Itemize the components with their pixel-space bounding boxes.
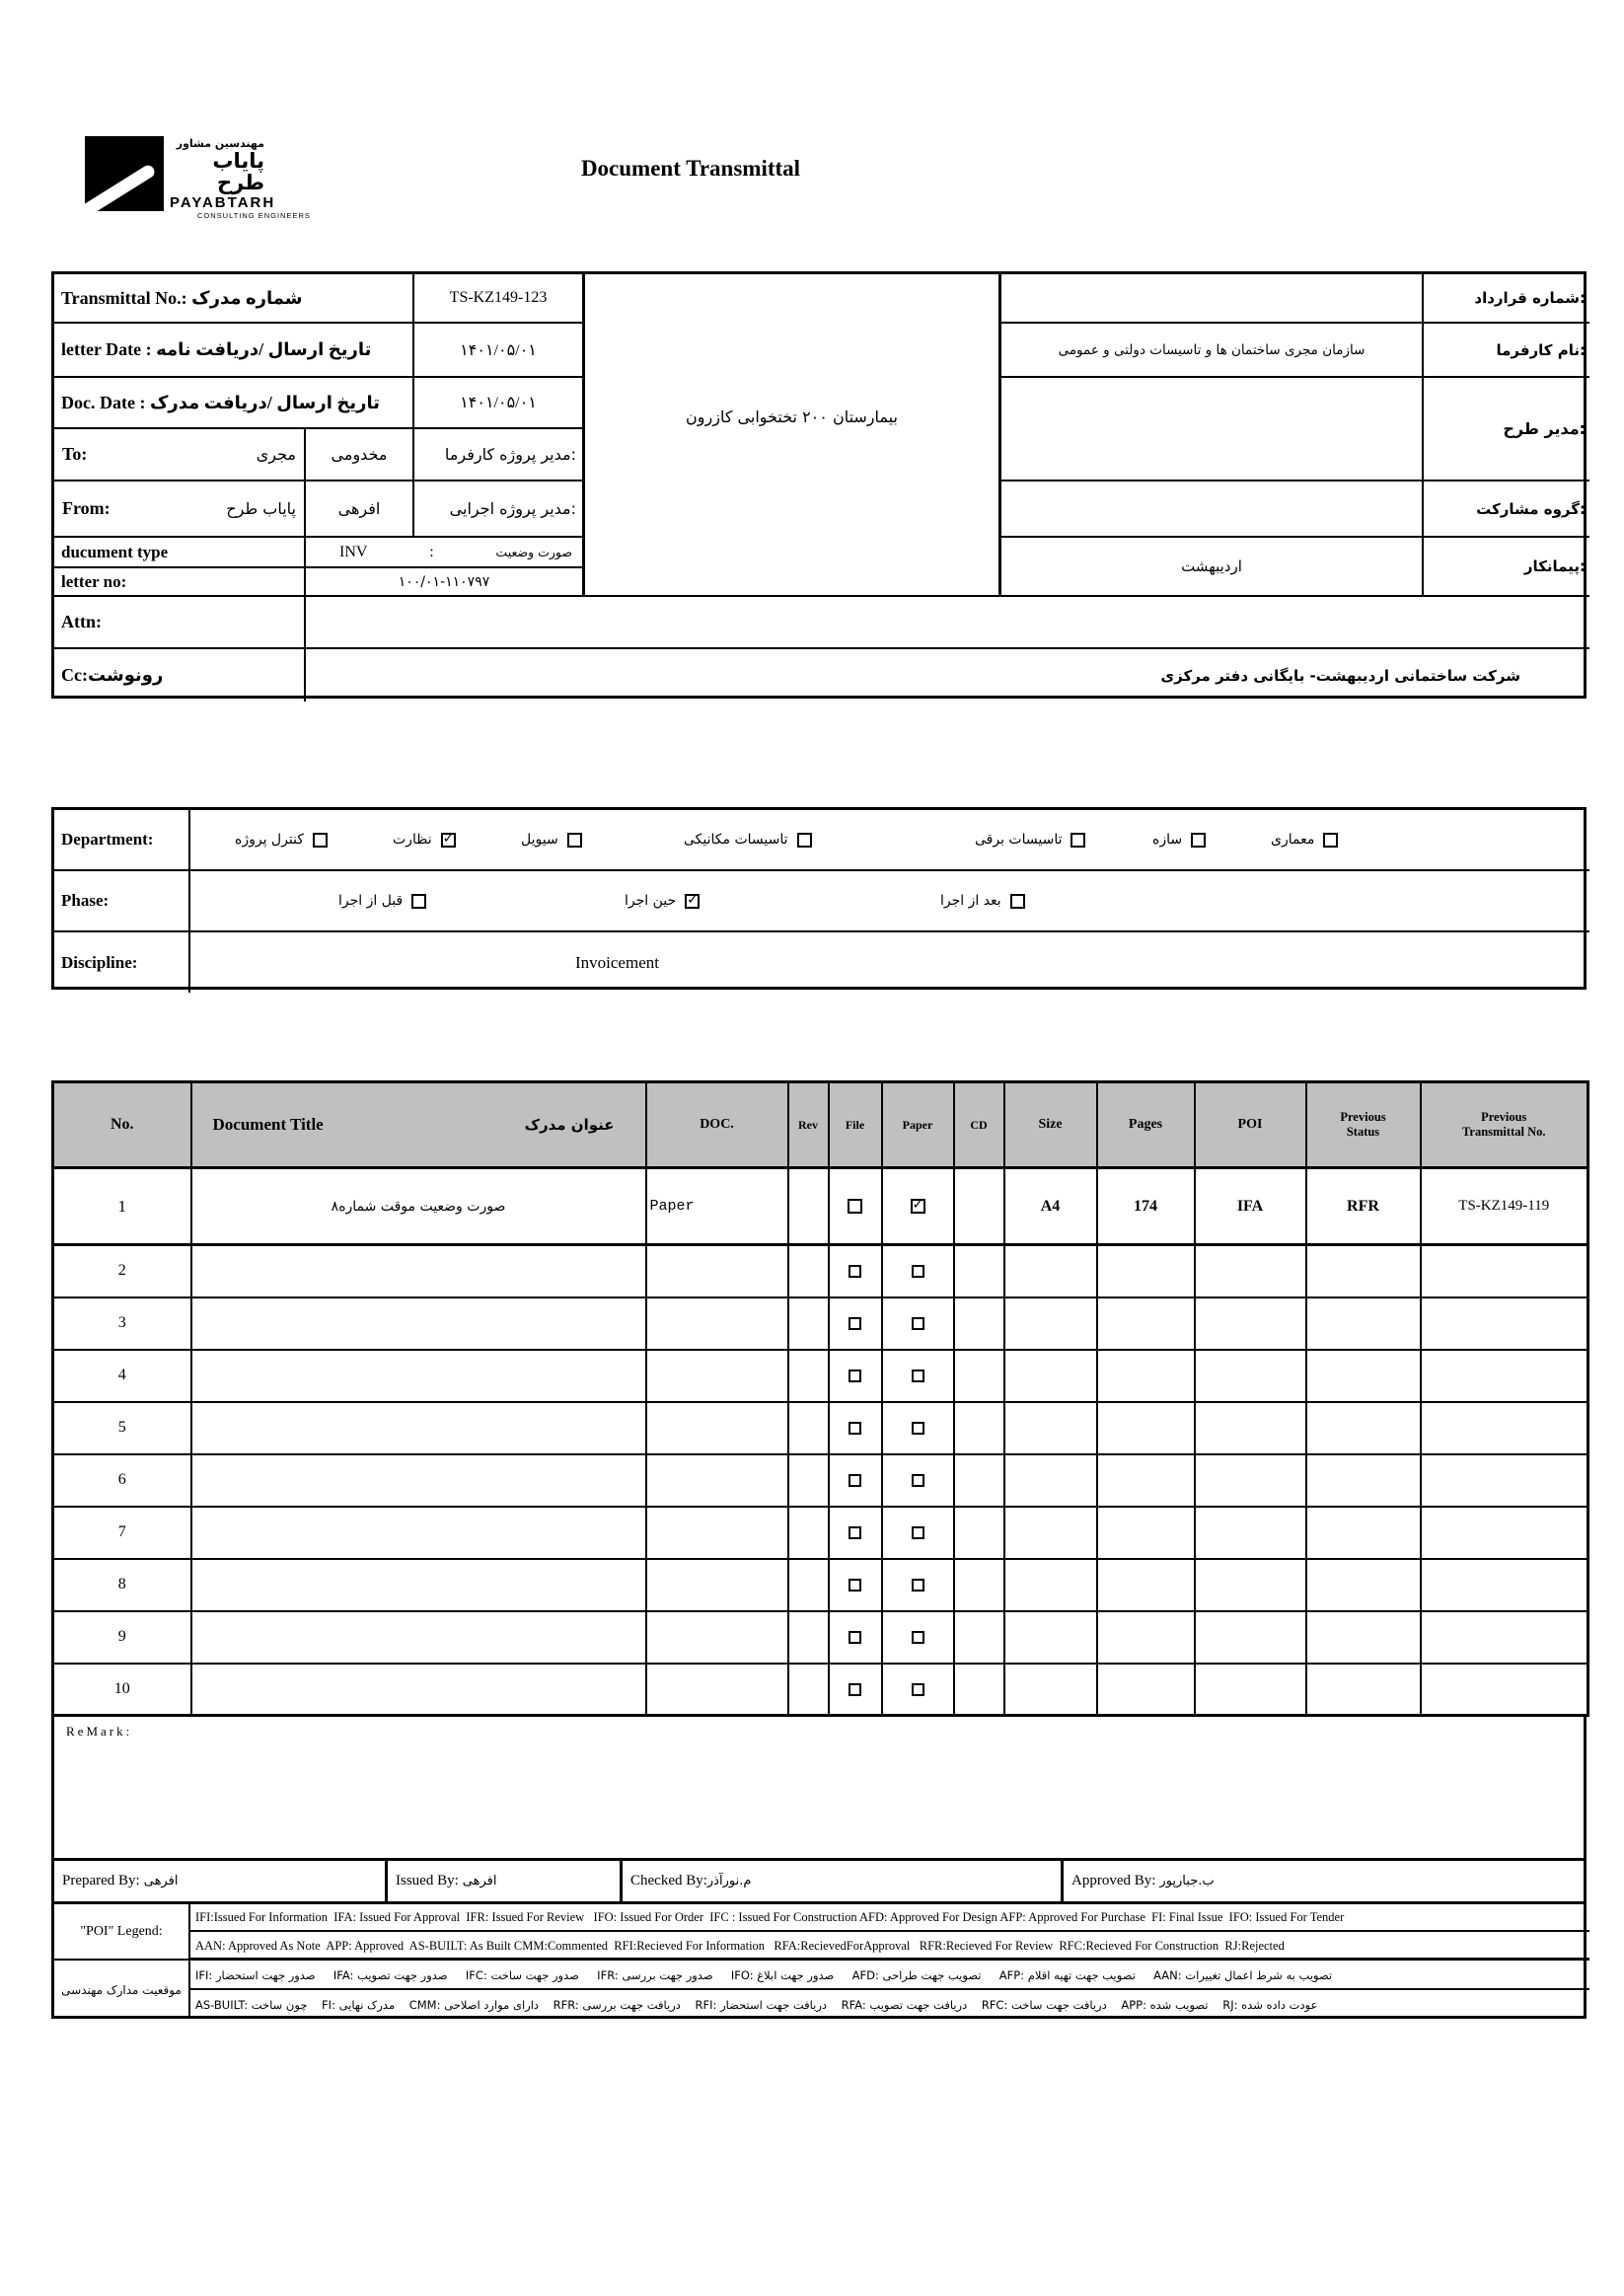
design-manager-value <box>1001 378 1424 481</box>
document-type-value-cell <box>306 538 585 568</box>
doc-status-label: موقعیت مدارک مهندسی <box>54 1961 190 2019</box>
contract-no-label: شماره قرارداد: <box>1424 274 1589 324</box>
row-no: 5 <box>53 1402 191 1454</box>
paper-checkbox[interactable] <box>912 1683 924 1696</box>
poi-legend <box>51 1904 1587 2019</box>
page-title: Document Transmittal <box>580 156 801 181</box>
file-checkbox[interactable] <box>849 1683 861 1696</box>
row-rev <box>788 1664 829 1716</box>
row-poi <box>1195 1402 1306 1454</box>
phase-option-before <box>338 893 426 909</box>
letter-date-label: letter Date : تاریخ ارسال /دریافت نامه <box>61 339 372 359</box>
paper-checkbox[interactable] <box>912 1422 924 1435</box>
row-previous-transmittal <box>1421 1297 1588 1350</box>
row-paper-cell <box>882 1297 954 1350</box>
row-pages: 174 <box>1097 1168 1195 1245</box>
row-paper-cell <box>882 1559 954 1611</box>
table-row <box>53 1559 1588 1611</box>
phase-checkbox-after-execution[interactable] <box>1010 894 1025 909</box>
contractor-label: پیمانکار: <box>1424 538 1589 597</box>
row-cd <box>954 1664 1004 1716</box>
row-size <box>1004 1402 1097 1454</box>
phase-label: Phase: <box>61 891 110 910</box>
option-label: بعد از اجرا <box>940 893 1001 909</box>
from-cell <box>54 481 306 538</box>
col-header-title-fa: عنوان مدرک <box>524 1116 615 1134</box>
col-header-no: No. <box>53 1082 191 1168</box>
transmittal-no-label: Transmittal No.: شماره مدرک <box>61 287 303 308</box>
phase-option-after <box>940 893 1025 909</box>
letter-no-value: ۱۰۰/۰۱-۱۱۰۷۹۷ <box>306 568 585 597</box>
letter-no-label: letter no: <box>61 571 127 591</box>
row-rev <box>788 1168 829 1245</box>
transmittal-no-value: TS-KZ149-123 <box>414 274 585 324</box>
file-checkbox[interactable] <box>849 1265 861 1278</box>
department-option-structure <box>1152 832 1206 848</box>
row-previous-status <box>1306 1297 1421 1350</box>
row-no: 9 <box>53 1611 191 1664</box>
table-row <box>53 1507 1588 1559</box>
row-previous-status <box>1306 1245 1421 1297</box>
paper-checkbox[interactable] <box>912 1579 924 1592</box>
row-poi <box>1195 1507 1306 1559</box>
paper-checkbox[interactable] <box>912 1370 924 1382</box>
paper-checkbox[interactable] <box>912 1631 924 1644</box>
col-header-title-en: Document Title <box>212 1115 324 1134</box>
row-paper-cell <box>882 1454 954 1507</box>
option-label: کنترل پروژه <box>235 832 304 848</box>
cc-value: شرکت ساختمانی اردیبهشت- بایگانی دفتر مرکزی <box>1160 666 1520 685</box>
department-checkbox-structure[interactable] <box>1191 833 1206 848</box>
transmittal-no-label-cell <box>54 274 414 324</box>
row-previous-transmittal <box>1421 1245 1588 1297</box>
row-no: 3 <box>53 1297 191 1350</box>
client-name-label: نام کارفرما: <box>1424 324 1589 378</box>
row-title: صورت وضعیت موقت شماره۸ <box>191 1168 646 1245</box>
row-file-cell <box>829 1507 882 1559</box>
row-cd <box>954 1245 1004 1297</box>
contractor-value: اردیبهشت <box>1001 538 1424 597</box>
option-label: تاسیسات برقی <box>975 832 1063 848</box>
row-no: 10 <box>53 1664 191 1716</box>
row-poi: IFA <box>1195 1168 1306 1245</box>
row-pages <box>1097 1664 1195 1716</box>
phase-options-row <box>190 871 1589 932</box>
row-no: 1 <box>53 1168 191 1245</box>
row-title <box>191 1297 646 1350</box>
doc-date-value: ۱۴۰۱/۰۵/۰۱ <box>414 378 585 429</box>
document-type-value: INV <box>339 543 368 560</box>
file-checkbox[interactable] <box>849 1422 861 1435</box>
col-header-previous-status: Previous Status <box>1306 1082 1421 1168</box>
attn-value <box>306 597 1589 649</box>
row-rev <box>788 1245 829 1297</box>
prepared-by-cell <box>54 1861 388 1901</box>
phase-checkbox-before-execution[interactable] <box>411 894 426 909</box>
legend-en-line2: AAN: Approved As Note APP: Approved AS-BUILT: As Built CMM:Commented RFI:Recieved For Information RFA:RecievedForApproval RFR:Recieved For Review RFC:Recieved For Construction RJ:Rejected <box>190 1934 1589 1961</box>
row-doc <box>646 1559 788 1611</box>
row-no: 6 <box>53 1454 191 1507</box>
design-manager-label: مدیر طرح: <box>1424 378 1589 481</box>
option-label: سازه <box>1152 832 1183 848</box>
brand-en-sub: CONSULTING ENGINEERS <box>197 211 311 221</box>
row-pages <box>1097 1559 1195 1611</box>
row-rev <box>788 1297 829 1350</box>
brand-block <box>170 138 311 220</box>
table-row <box>53 1611 1588 1664</box>
row-no: 4 <box>53 1350 191 1402</box>
row-previous-transmittal <box>1421 1611 1588 1664</box>
row-paper-cell <box>882 1664 954 1716</box>
jv-group-label: گروه مشارکت: <box>1424 481 1589 538</box>
document-type-label-cell <box>54 538 306 568</box>
row-title <box>191 1350 646 1402</box>
discipline-value-row <box>190 932 1589 993</box>
row-pages <box>1097 1454 1195 1507</box>
paper-checkbox[interactable] <box>912 1474 924 1487</box>
department-option-mechanical <box>684 832 812 848</box>
row-title <box>191 1245 646 1297</box>
row-size <box>1004 1454 1097 1507</box>
file-checkbox[interactable] <box>849 1579 861 1592</box>
table-row <box>53 1664 1588 1716</box>
row-cd <box>954 1559 1004 1611</box>
department-checkbox-supervision[interactable] <box>441 833 456 848</box>
row-title <box>191 1611 646 1664</box>
row-cd <box>954 1507 1004 1559</box>
option-label: تاسیسات مکانیکی <box>684 832 788 848</box>
row-pages <box>1097 1350 1195 1402</box>
row-poi <box>1195 1664 1306 1716</box>
row-title <box>191 1664 646 1716</box>
row-size <box>1004 1245 1097 1297</box>
letter-date-value: ۱۴۰۱/۰۵/۰۱ <box>414 324 585 378</box>
department-label-cell <box>54 810 190 871</box>
paper-checkbox[interactable] <box>912 1317 924 1330</box>
department-checkbox-mechanical[interactable] <box>797 833 812 848</box>
checked-by-cell <box>623 1861 1064 1901</box>
to-cell <box>54 429 306 481</box>
issued-by-value: افرهی <box>462 1874 497 1889</box>
letter-no-label-cell <box>54 568 306 597</box>
doc-date-label-cell <box>54 378 414 429</box>
row-rev <box>788 1454 829 1507</box>
client-name-value: سازمان مجری ساختمان ها و تاسیسات دولتی و عمومی <box>1001 324 1424 378</box>
table-row <box>53 1454 1588 1507</box>
row-no: 8 <box>53 1559 191 1611</box>
row-size <box>1004 1664 1097 1716</box>
department-label: Department: <box>61 830 154 849</box>
approved-by-cell <box>1064 1861 1584 1901</box>
file-checkbox[interactable] <box>849 1631 861 1644</box>
attn-label-cell <box>54 597 306 649</box>
from-person: افرهی <box>306 481 414 538</box>
prepared-by-value: افرهی <box>143 1874 179 1889</box>
department-checkbox-project-control[interactable] <box>313 833 328 848</box>
row-file-cell <box>829 1454 882 1507</box>
row-size <box>1004 1350 1097 1402</box>
payabtarh-logo <box>85 136 164 211</box>
row-cd <box>954 1168 1004 1245</box>
department-checkbox-architecture[interactable] <box>1323 833 1338 848</box>
col-header-rev: Rev <box>788 1082 829 1168</box>
file-checkbox[interactable] <box>849 1370 861 1382</box>
contract-no-value <box>1001 274 1424 324</box>
col-header-paper: Paper <box>882 1082 954 1168</box>
document-type-fa: صورت وضعیت <box>495 545 572 559</box>
row-doc: Paper <box>646 1168 788 1245</box>
file-checkbox[interactable] <box>849 1317 861 1330</box>
prepared-by-label: Prepared By: <box>62 1873 140 1889</box>
to-value: مجری <box>256 445 296 464</box>
remark-label: ReMark: <box>66 1724 133 1739</box>
issued-by-cell <box>388 1861 623 1901</box>
row-title <box>191 1559 646 1611</box>
row-pages <box>1097 1507 1195 1559</box>
document-list-table <box>51 1080 1589 1717</box>
row-poi <box>1195 1245 1306 1297</box>
brand-en: PAYABTARH <box>170 193 276 211</box>
row-cd <box>954 1454 1004 1507</box>
department-options-row <box>190 810 1589 871</box>
row-cd <box>954 1402 1004 1454</box>
table-row <box>53 1168 1588 1245</box>
col-header-pages: Pages <box>1097 1082 1195 1168</box>
from-label: From: <box>62 498 111 518</box>
cc-label-cell <box>54 649 306 702</box>
to-label: To: <box>62 444 88 464</box>
attn-label: Attn: <box>61 612 102 631</box>
col-header-title <box>191 1082 646 1168</box>
row-previous-transmittal: TS-KZ149-119 <box>1421 1168 1588 1245</box>
phase-checkbox-during-execution[interactable] <box>685 894 700 909</box>
discipline-label-cell <box>54 932 190 993</box>
from-value: پایاب طرح <box>226 499 296 518</box>
option-label: سیویل <box>521 832 558 848</box>
row-title <box>191 1454 646 1507</box>
row-previous-status <box>1306 1402 1421 1454</box>
project-name-cell: بیمارستان ۲۰۰ تختخوابی کازرون <box>585 274 1001 597</box>
approved-by-label: Approved By: <box>1071 1873 1156 1889</box>
row-pages <box>1097 1611 1195 1664</box>
row-doc <box>646 1245 788 1297</box>
paper-checkbox[interactable] <box>911 1199 925 1214</box>
row-doc <box>646 1402 788 1454</box>
option-label: معماری <box>1271 832 1315 848</box>
row-poi <box>1195 1611 1306 1664</box>
document-type-label: ducument type <box>61 542 169 561</box>
checked-by-label: Checked By: <box>630 1873 707 1889</box>
row-previous-status <box>1306 1611 1421 1664</box>
letter-date-label-cell <box>54 324 414 378</box>
row-no: 7 <box>53 1507 191 1559</box>
row-paper-cell <box>882 1350 954 1402</box>
to-role-label: مدیر پروژه کارفرما: <box>414 429 585 481</box>
row-previous-status <box>1306 1350 1421 1402</box>
row-doc <box>646 1611 788 1664</box>
row-previous-status <box>1306 1559 1421 1611</box>
row-file-cell <box>829 1350 882 1402</box>
row-rev <box>788 1559 829 1611</box>
row-size <box>1004 1611 1097 1664</box>
remark-box <box>51 1714 1587 1861</box>
paper-checkbox[interactable] <box>912 1265 924 1278</box>
table-row <box>53 1297 1588 1350</box>
option-label: نظارت <box>393 832 432 848</box>
from-role-label: مدیر پروژه اجرایی: <box>414 481 585 538</box>
col-header-file: File <box>829 1082 882 1168</box>
row-doc <box>646 1507 788 1559</box>
row-poi <box>1195 1559 1306 1611</box>
row-pages <box>1097 1402 1195 1454</box>
brand-fa-big: پایاب طرح <box>212 148 264 194</box>
file-checkbox[interactable] <box>848 1199 862 1214</box>
checked-by-value: م.نورآذر <box>706 1874 752 1889</box>
row-previous-transmittal <box>1421 1402 1588 1454</box>
paper-checkbox[interactable] <box>912 1526 924 1539</box>
option-label: قبل از اجرا <box>338 893 404 909</box>
row-previous-transmittal <box>1421 1664 1588 1716</box>
approved-by-value: ب.جبارپور <box>1159 1874 1215 1889</box>
row-rev <box>788 1611 829 1664</box>
row-size <box>1004 1297 1097 1350</box>
row-file-cell <box>829 1297 882 1350</box>
row-doc <box>646 1350 788 1402</box>
phase-option-during <box>625 893 700 909</box>
file-checkbox[interactable] <box>849 1526 861 1539</box>
row-previous-status <box>1306 1454 1421 1507</box>
row-file-cell <box>829 1168 882 1245</box>
row-rev <box>788 1507 829 1559</box>
department-checkbox-civil[interactable] <box>567 833 582 848</box>
option-label: حین اجرا <box>625 893 677 909</box>
row-title <box>191 1507 646 1559</box>
row-previous-status <box>1306 1507 1421 1559</box>
row-previous-status: RFR <box>1306 1168 1421 1245</box>
row-doc <box>646 1664 788 1716</box>
row-size: A4 <box>1004 1168 1097 1245</box>
cc-label: Cc:رونوشت <box>61 665 164 685</box>
col-header-cd: CD <box>954 1082 1004 1168</box>
discipline-value: Invoicement <box>575 952 659 972</box>
row-file-cell <box>829 1245 882 1297</box>
row-cd <box>954 1297 1004 1350</box>
department-option-electrical <box>975 832 1085 848</box>
to-person: مخدومی <box>306 429 414 481</box>
issued-by-label: Issued By: <box>396 1873 459 1889</box>
department-checkbox-electrical[interactable] <box>1070 833 1085 848</box>
row-previous-transmittal <box>1421 1454 1588 1507</box>
signoff-row <box>51 1861 1587 1904</box>
row-no: 2 <box>53 1245 191 1297</box>
phase-label-cell <box>54 871 190 932</box>
poi-legend-label: "POI" Legend: <box>54 1904 190 1961</box>
col-header-doc: DOC. <box>646 1082 788 1168</box>
row-poi <box>1195 1297 1306 1350</box>
discipline-label: Discipline: <box>61 952 138 972</box>
row-rev <box>788 1350 829 1402</box>
row-previous-transmittal <box>1421 1507 1588 1559</box>
col-header-size: Size <box>1004 1082 1097 1168</box>
legend-en-line1: IFI:Issued For Information IFA: Issued For Approval IFR: Issued For Review IFO: Issued For Order IFC : Issued For Construction AFD: Approved For Design AFP: Approved For Purchase FI: Final Issue IFO: Issued For Tender <box>190 1904 1589 1932</box>
row-file-cell <box>829 1611 882 1664</box>
document-type-separator: : <box>429 543 434 560</box>
legend-fa-line2: AS-BUILT: چون ساخت FI: مدرک نهایی CMM: دارای موارد اصلاحی RFR: دریافت جهت بررسی RFI: دریافت جهت استحضار RFA: دریافت جهت تصویب RFC: دریافت جهت ساخت APP: تصویب شده RJ: عودت داده شده <box>195 1997 1318 2012</box>
row-size <box>1004 1559 1097 1611</box>
row-cd <box>954 1350 1004 1402</box>
row-paper-cell <box>882 1245 954 1297</box>
department-option-control <box>235 832 328 848</box>
col-header-previous-transmittal: Previous Transmittal No. <box>1421 1082 1588 1168</box>
department-option-civil <box>521 832 582 848</box>
row-file-cell <box>829 1664 882 1716</box>
row-paper-cell <box>882 1611 954 1664</box>
table-row <box>53 1245 1588 1297</box>
row-paper-cell <box>882 1168 954 1245</box>
doc-date-label: Doc. Date : تاریخ ارسال /دریافت مدرک <box>61 392 380 412</box>
legend-fa-line1: IFI: صدور جهت استحضار IFA: صدور جهت تصویب IFC: صدور جهت ساخت IFR: صدور جهت بررسی IFO: صدور جهت ابلاغ AFD: تصویب جهت طراحی AFP: تصویب جهت تهیه اقلام AAN: تصویب به شرط اعمال تغییرات <box>190 1963 1589 1990</box>
file-checkbox[interactable] <box>849 1474 861 1487</box>
row-rev <box>788 1402 829 1454</box>
row-poi <box>1195 1350 1306 1402</box>
row-size <box>1004 1507 1097 1559</box>
col-header-poi: POI <box>1195 1082 1306 1168</box>
row-doc <box>646 1454 788 1507</box>
classification-table <box>51 807 1587 990</box>
row-paper-cell <box>882 1402 954 1454</box>
table-row <box>53 1350 1588 1402</box>
row-poi <box>1195 1454 1306 1507</box>
row-previous-transmittal <box>1421 1559 1588 1611</box>
row-doc <box>646 1297 788 1350</box>
row-previous-transmittal <box>1421 1350 1588 1402</box>
department-option-supervision <box>393 832 456 848</box>
department-option-architecture <box>1271 832 1338 848</box>
row-previous-status <box>1306 1664 1421 1716</box>
row-file-cell <box>829 1559 882 1611</box>
row-file-cell <box>829 1402 882 1454</box>
row-title <box>191 1402 646 1454</box>
row-paper-cell <box>882 1507 954 1559</box>
row-pages <box>1097 1245 1195 1297</box>
jv-group-value <box>1001 481 1424 538</box>
row-cd <box>954 1611 1004 1664</box>
table-row <box>53 1402 1588 1454</box>
brand-fa-small: مهندسین مشاور <box>176 137 264 150</box>
row-pages <box>1097 1297 1195 1350</box>
logo-swoosh-icon <box>85 163 157 211</box>
header-table <box>51 271 1587 699</box>
